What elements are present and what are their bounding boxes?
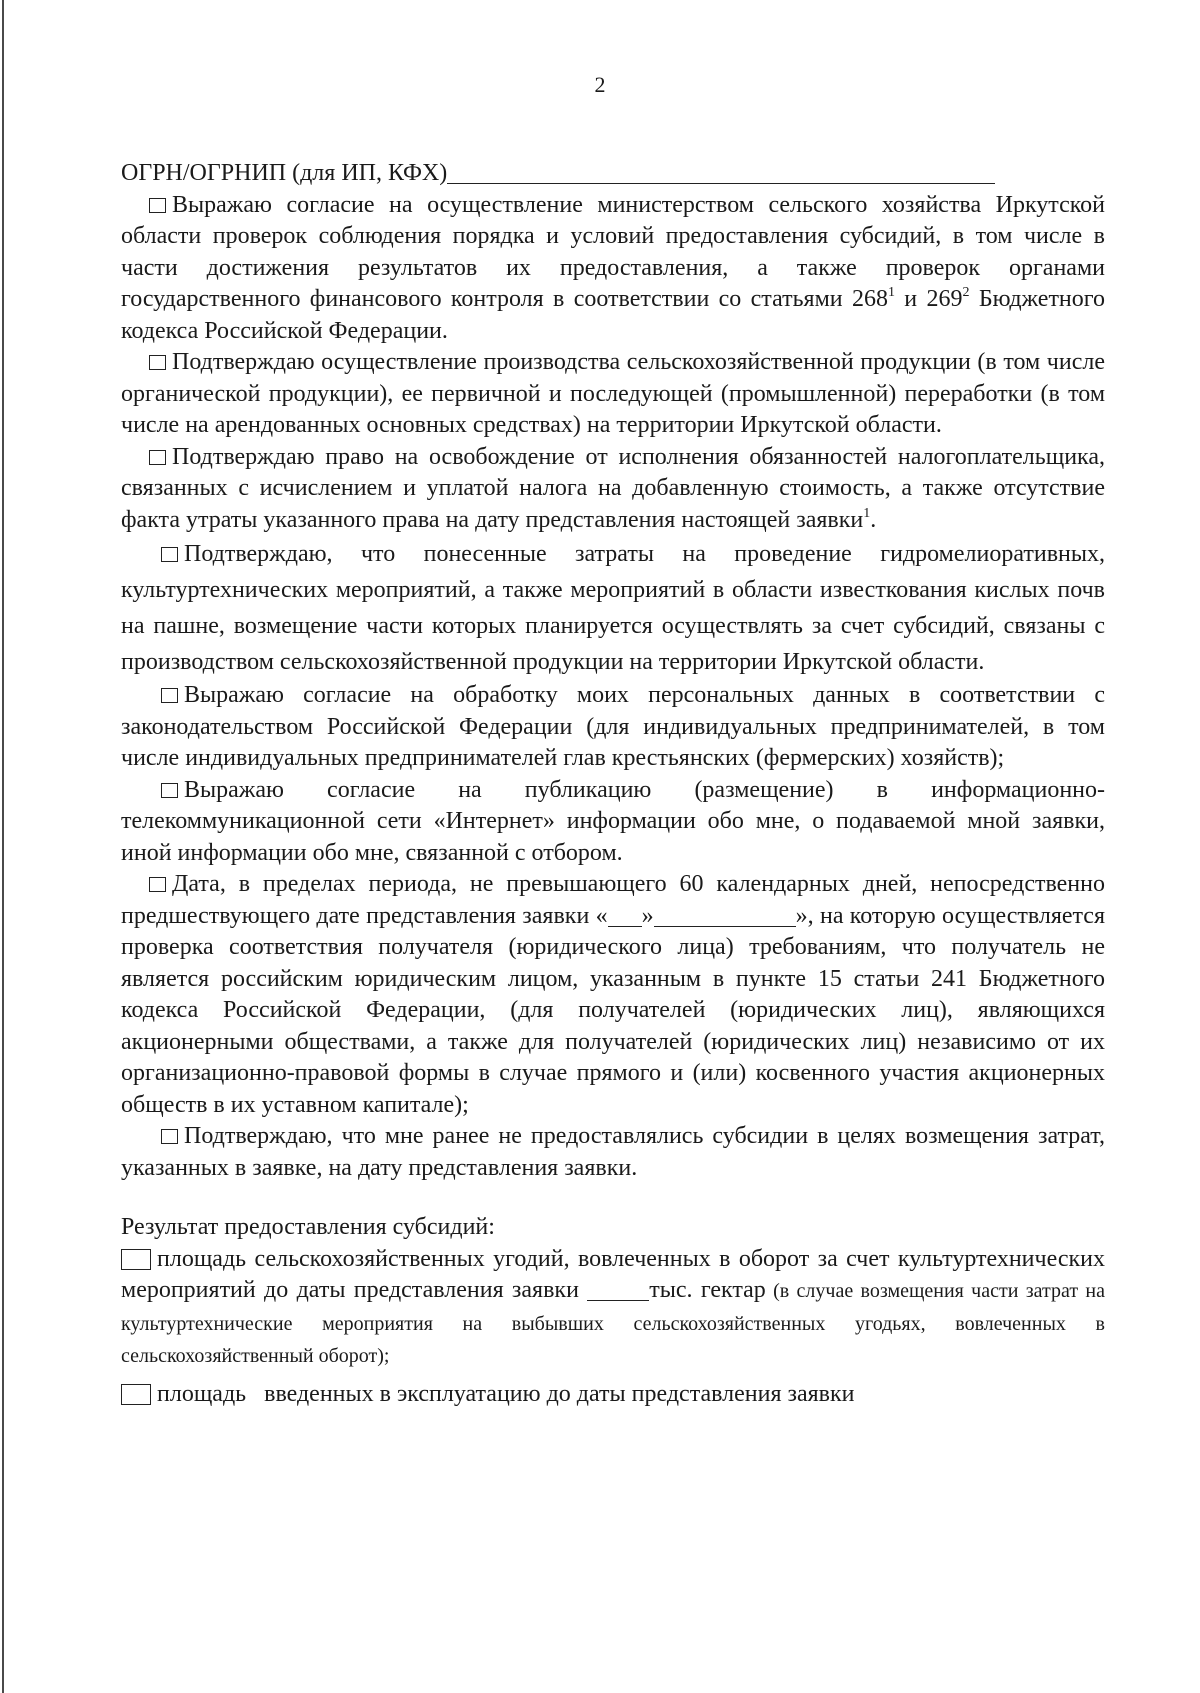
checkbox-consent-checks[interactable]: [149, 198, 166, 213]
paragraph-vat-exemption: Подтверждаю право на освобождение от исполнения обязанностей налогоплательщика, связанных с исчислением и уплатой налога на добавленную стоимость, а также отсутствие факта утраты указанного права на дату представления настоящей заявки$^1$.: [121, 443, 1105, 533]
paragraph-production: Подтверждаю осуществление производства сельскохозяйственной продукции (в том числе органической продукции), ее первичной и последующей (промышленной) переработки (в том числе на арендованных основных средствах) на территории Иркутской области.: [121, 349, 1105, 438]
date-day-line[interactable]: [608, 904, 642, 927]
document-body: [121, 158, 1105, 1410]
date-month-line[interactable]: [654, 904, 796, 927]
ogrn-line: [121, 158, 1105, 190]
ogrn-label: ОГРН/ОГРНИП (для ИП, КФХ): [121, 160, 448, 186]
spacer: [121, 1184, 1105, 1212]
paragraph-consent-checks: Выражаю согласие на осуществление министерством сельского хозяйства Иркутской области проверок соблюдения порядка и условий предоставления субсидий, в том числе в части достижения результатов их предоставления, а также проверок органами государственного финансового контроля в соответствии со статьями $268^1$ и $269^2$ Бюджетного кодекса Российской Федерации.: [121, 191, 1106, 344]
paragraph-no-prior: Подтверждаю, что мне ранее не предоставлялись субсидии в целях возмещения затрат, указанных в заявке, на дату представления заявки.: [121, 1123, 1105, 1181]
paragraph-personal-data: Выражаю согласие на обработку моих персональных данных в соответствии с законодательством Российской Федерации (для индивидуальных предпринимателей, в том числе индивидуальных предпринимателей глав крестьянских (фермерских) хозяйств);: [121, 682, 1105, 771]
area-value-line[interactable]: [587, 1278, 649, 1301]
ogrn-input-line[interactable]: [447, 161, 995, 184]
checkbox-personal-data[interactable]: [161, 688, 178, 703]
results-heading: Результат предоставления субсидий:: [121, 1214, 495, 1240]
scan-edge-line: [2, 0, 4, 1693]
checkbox-vat-exemption[interactable]: [149, 450, 166, 465]
checkbox-date-check[interactable]: [149, 877, 166, 892]
paragraph-date-check: Дата, в пределах периода, не превышающего 60 календарных дней, непосредственно предшествующего дате представления заявки « » », на которую осуществляется проверка соответствия получателя (юридического лица) требованиям, что получатель не является российским юридическим лицом, указанным в пункте 15 статьи 241 Бюджетного кодекса Российской Федерации, (для получателей (юридических лиц), являющихся акционерными обществами, а также для получателей (юридических лиц) независимо от их организационно-правовой формы в случае прямого и (или) косвенного участия акционерных обществ в их уставном капитале);: [121, 871, 1105, 1118]
checkbox-publication[interactable]: [161, 783, 178, 798]
checkbox-costs[interactable]: [161, 547, 178, 562]
page-number: 2: [594, 72, 606, 97]
paragraph-area2: площадь введенных в эксплуатацию до даты представления заявки: [121, 1379, 1105, 1411]
paragraph-publication: Выражаю согласие на публикацию (размещение) в информационно-телекоммуникационной сети «Интернет» информации обо мне, о подаваемой мной заявки, иной информации обо мне, связанной с отбором.: [121, 776, 1105, 866]
paragraph-costs: Подтверждаю, что понесенные затраты на проведение гидромелиоративных, культуртехнических мероприятий, а также мероприятий в области известкования кислых почв на пашне, возмещение части которых планируется осуществлять за счет субсидий, связаны с производством сельскохозяйственной продукции на территории Иркутской области.: [121, 541, 1105, 675]
paragraph-area: площадь сельскохозяйственных угодий, вовлеченных в оборот за счет культуртехнических мероприятий до даты представления заявки тыс. гектар (в случае возмещения части затрат на культуртехнические мероприятия на выбывших сельскохозяйственных угодьях, вовлеченных в сельскохозяйственный оборот);: [121, 1245, 1105, 1367]
checkbox-area[interactable]: [121, 1249, 151, 1270]
checkbox-area2[interactable]: [121, 1384, 151, 1405]
checkbox-no-prior[interactable]: [161, 1129, 178, 1144]
checkbox-production[interactable]: [149, 355, 166, 370]
